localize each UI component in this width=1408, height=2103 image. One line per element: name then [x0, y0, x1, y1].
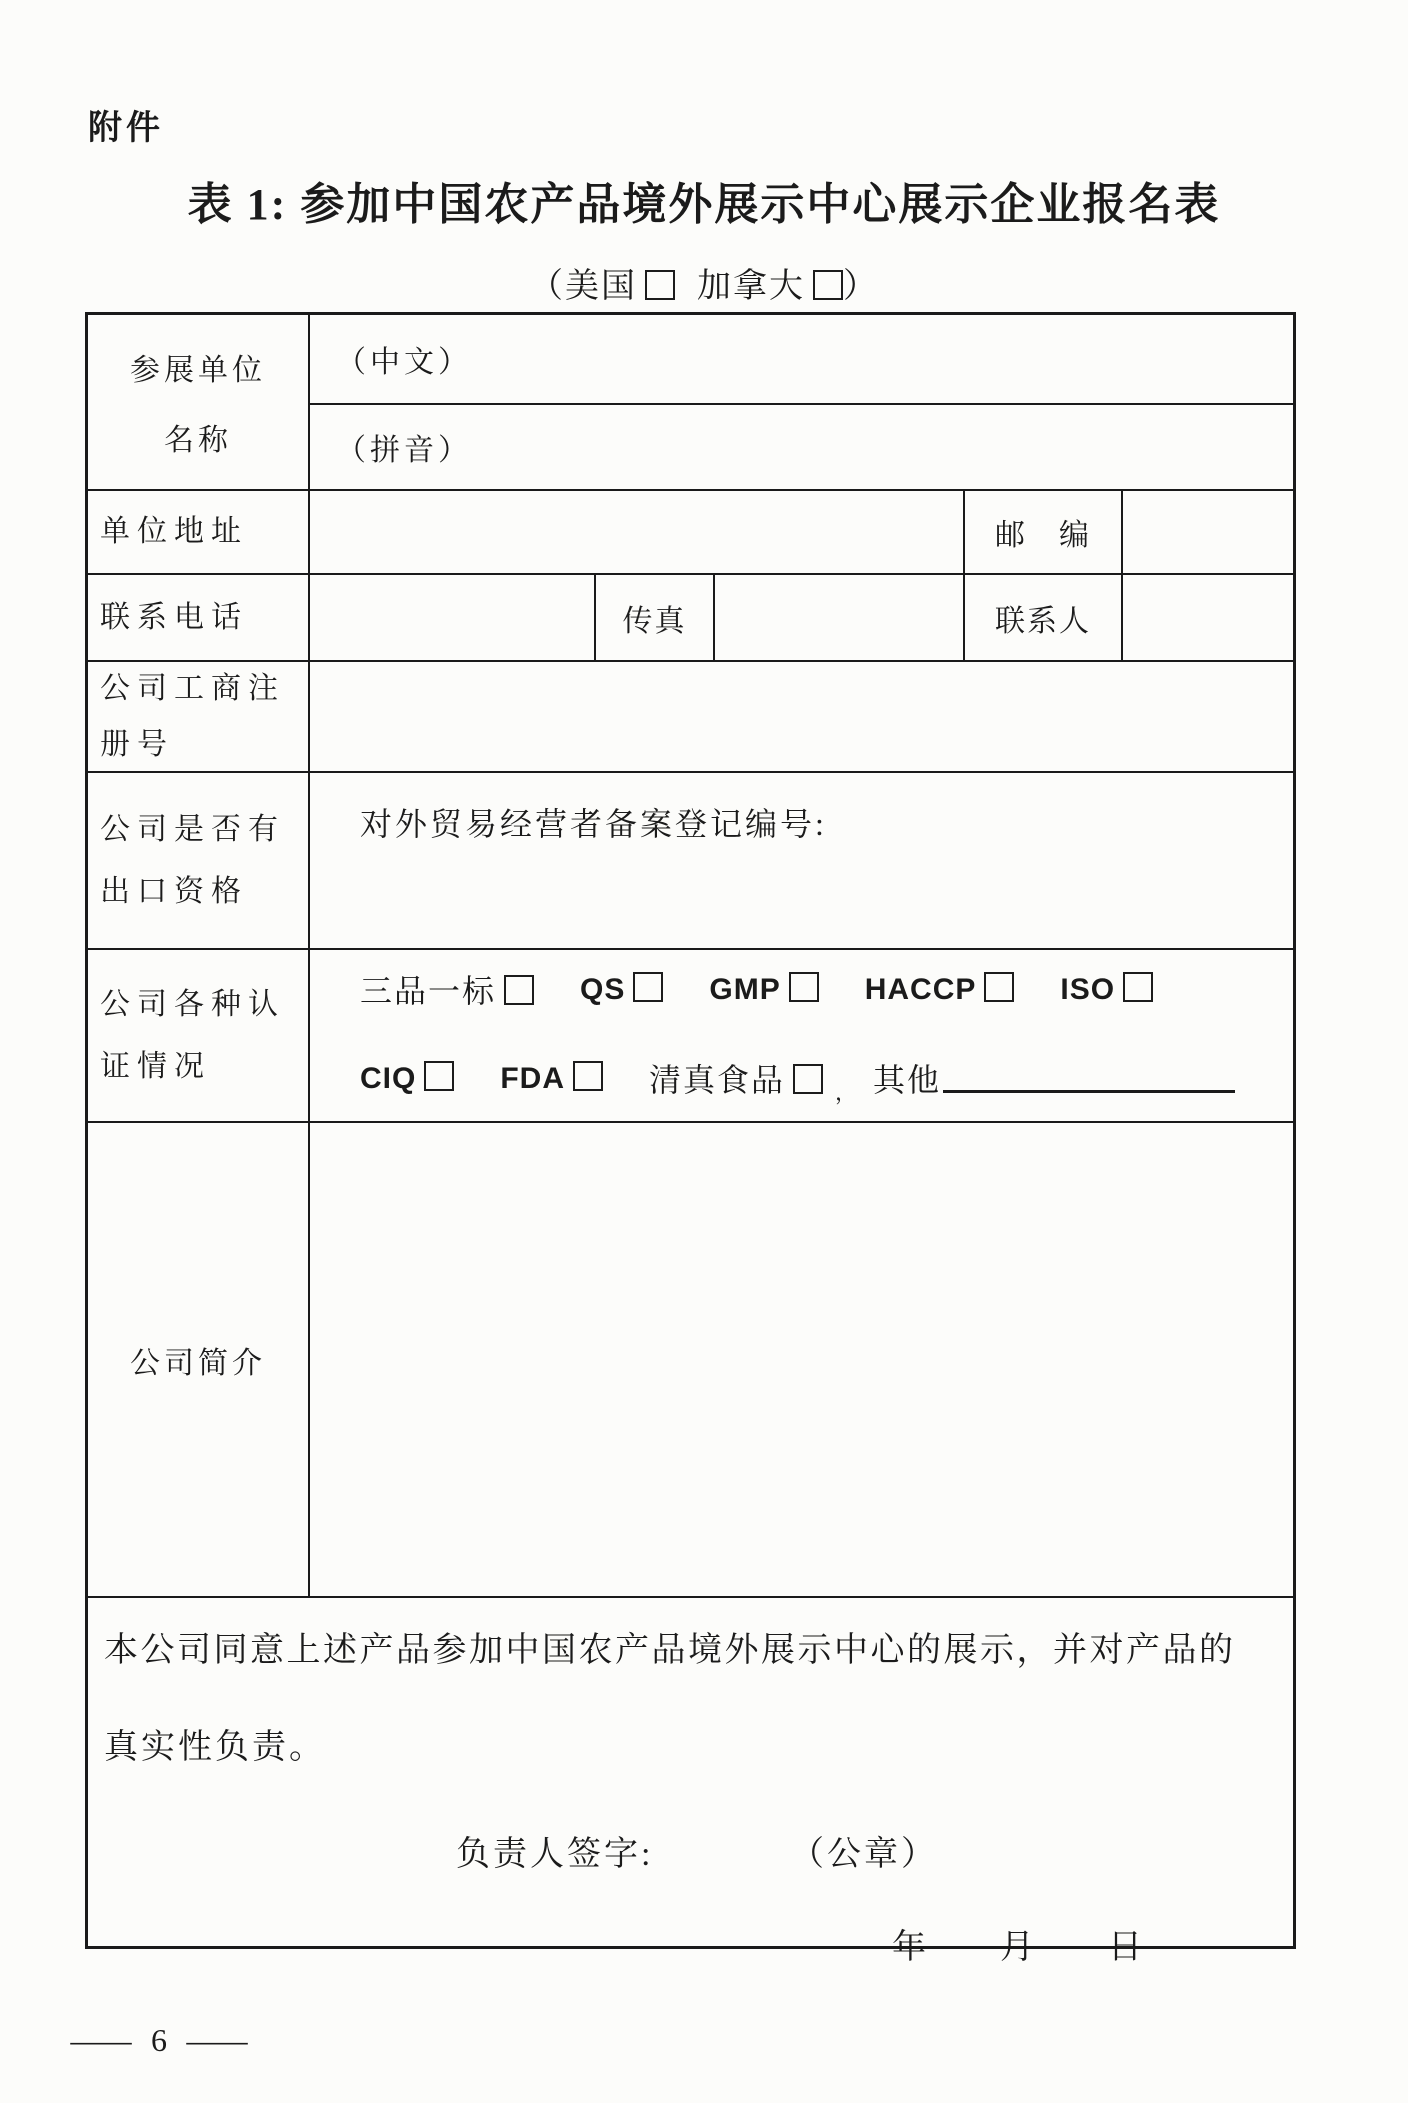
registration-label-cell [88, 662, 310, 771]
postal-label: 邮 编 [995, 519, 1091, 552]
cert-qs: QS [580, 972, 663, 1007]
stray-mark: ， [835, 1080, 858, 1105]
cert-sanpinyibiao: 三品一标 [360, 966, 534, 1012]
postal-label-cell [965, 491, 1123, 573]
address-label: 单位地址 [100, 515, 248, 548]
phone-value-cell [310, 575, 596, 660]
profile-row [88, 1123, 1293, 1598]
page-title: 表 1: 参加中国农产品境外展示中心展示企业报名表 [187, 180, 1221, 229]
fax-label: 传真 [622, 604, 687, 638]
unit-name-values [310, 315, 1293, 489]
unit-name-chinese-cell [310, 315, 1293, 405]
registration-label: 公司工商注册号 [100, 671, 285, 761]
profile-label-cell [88, 1123, 310, 1596]
phone-label: 联系电话 [100, 600, 248, 634]
qs-checkbox [633, 972, 663, 1002]
cert-ciq: CIQ [360, 1061, 454, 1096]
profile-label: 公司简介 [130, 1346, 266, 1380]
phone-row [88, 575, 1293, 662]
page-number-left-dash: — [70, 2022, 132, 2058]
fax-value-cell [715, 575, 965, 660]
other-blank-line [943, 1086, 1235, 1093]
postal-value-cell [1123, 491, 1293, 573]
contact-label: 联系人 [995, 604, 1091, 638]
agreement-line1: 本公司同意上述产品参加中国农产品境外展示中心的展示，并对产品的 [104, 1632, 1236, 1669]
contact-value-cell [1123, 575, 1293, 660]
seal-label: （公章） [789, 1836, 938, 1873]
haccp-checkbox [984, 972, 1014, 1002]
canada-checkbox [813, 270, 843, 300]
unit-name-pinyin-cell [310, 405, 1293, 489]
fax-label-cell [596, 575, 715, 660]
cert-fda: FDA [500, 1061, 603, 1096]
ciq-checkbox [424, 1061, 454, 1091]
profile-value-cell [310, 1123, 1293, 1596]
gmp-checkbox [789, 972, 819, 1002]
agreement-cell [88, 1598, 1293, 1966]
usa-checkbox [645, 270, 675, 300]
subtitle-close-paren: ） [843, 268, 879, 305]
iso-checkbox [1123, 972, 1153, 1002]
certifications-row [88, 950, 1293, 1123]
unit-name-label-cell [88, 315, 310, 489]
export-qualification-row [88, 773, 1293, 950]
unit-name-pinyin-label: （拼音） [336, 434, 472, 467]
fda-checkbox [573, 1061, 603, 1091]
signature-label: 负责人签字: [456, 1836, 654, 1873]
certifications-label: 公司各种认证情况 [100, 987, 285, 1083]
subtitle-open-paren: （ [529, 268, 565, 305]
cert-haccp: HACCP [865, 972, 1015, 1007]
halal-checkbox [793, 1064, 823, 1094]
canada-label: 加拿大 [697, 268, 805, 305]
agreement-row [88, 1598, 1293, 1966]
trade-record-number-label: 对外贸易经营者备案登记编号: [360, 806, 827, 842]
registration-form-table [85, 312, 1296, 1966]
unit-name-label-line2: 名称 [164, 424, 232, 457]
attachment-label: 附件 [88, 109, 164, 147]
registration-value-cell [310, 662, 1293, 771]
signature-line [456, 1826, 1273, 1875]
other-label: 其他 [873, 1062, 942, 1098]
unit-name-label-line1: 参展单位 [130, 354, 266, 387]
page-number [70, 2022, 248, 2059]
address-row [88, 491, 1293, 575]
cert-other [873, 1055, 1235, 1101]
cert-iso: ISO [1060, 972, 1153, 1007]
unit-name-row [88, 315, 1293, 491]
agreement-line2: 真实性负责。 [104, 1729, 326, 1766]
certifications-label-cell [88, 950, 310, 1121]
sanpinyibiao-checkbox [504, 975, 534, 1005]
unit-name-chinese-label: （中文） [336, 346, 472, 379]
certifications-value-cell [310, 950, 1293, 1121]
page-number-right-dash: — [186, 2022, 248, 2058]
export-label: 公司是否有出口资格 [100, 812, 285, 908]
address-value-cell [310, 491, 965, 573]
phone-label-cell [88, 575, 310, 660]
export-label-cell [88, 773, 310, 948]
cert-gmp: GMP [709, 972, 818, 1007]
registration-row [88, 662, 1293, 773]
address-label-cell [88, 491, 310, 573]
certifications-line2 [360, 1055, 1283, 1105]
contact-label-cell [965, 575, 1123, 660]
country-subtitle [0, 258, 1408, 307]
usa-label: 美国 [565, 268, 637, 305]
cert-halal: 清真食品 [649, 1055, 823, 1101]
certifications-line1 [360, 966, 1283, 1012]
export-value-cell [310, 773, 1293, 948]
date-line: 年 月 日 [892, 1929, 1144, 1966]
page-number-value: 6 [151, 2022, 167, 2058]
